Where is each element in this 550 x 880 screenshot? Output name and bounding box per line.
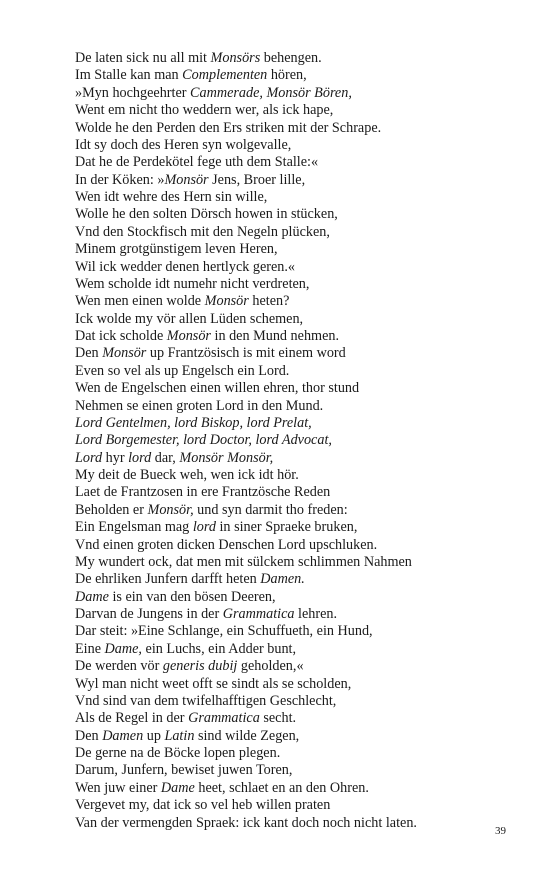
text-segment: Dar steit: »Eine Schlange, ein Schuffueth, ein Hund, (75, 623, 373, 640)
poem-line (75, 537, 535, 554)
text-segment: Wolde he den Perden den Ers striken mit der Schrape. (75, 119, 382, 136)
text-segment: is ein van den bösen Deeren, (108, 588, 276, 605)
text-segment: My deit de Bueck weh, wen ick idt hör. (75, 467, 299, 483)
text-segment: Wen men einen wolde (75, 293, 205, 310)
italic-segment: Complementen (182, 67, 268, 84)
text-segment: Darvan de Jungens in der (75, 606, 223, 622)
italic-segment: Monsör, (147, 501, 194, 518)
text-segment: und syn darmit tho freden: (193, 501, 348, 518)
italic-segment: generis dubij (162, 658, 238, 675)
poem-line (75, 276, 535, 293)
text-segment: Wem scholde idt numehr nicht verdreten, (75, 275, 310, 292)
text-segment: lehren. (294, 606, 338, 622)
text-segment: geholden,« (237, 658, 304, 675)
poem-line (75, 589, 535, 606)
italic-segment: Cammerade, Monsör Bören, (190, 84, 352, 101)
text-segment: Den (75, 727, 103, 744)
poem-line (75, 467, 535, 484)
text-segment: Eine (75, 640, 105, 657)
text-segment: ein Luchs, ein Adder bunt, (141, 640, 297, 657)
poem-line (75, 606, 535, 623)
poem-line (75, 641, 535, 658)
italic-segment: Latin (164, 727, 195, 744)
text-segment: De laten sick nu all mit (75, 50, 211, 66)
text-segment: My wundert ock, dat men mit sülckem schlimmen Nahmen (75, 553, 412, 570)
poem-line (75, 189, 535, 206)
text-segment: Als de Regel in der (75, 710, 189, 727)
text-segment: behengen. (260, 50, 322, 66)
poem-line (75, 484, 535, 501)
text-segment: De werden vör (75, 658, 163, 675)
text-segment: De gerne na de Böcke lopen plegen. (75, 745, 281, 761)
italic-segment: Damen (102, 727, 144, 744)
poem-line (75, 380, 535, 397)
italic-segment: lord (192, 519, 216, 536)
poem-line (75, 293, 535, 310)
poem-line (75, 780, 535, 797)
poem-line (75, 67, 535, 84)
poem-line (75, 658, 535, 675)
poem-text (75, 50, 535, 832)
text-segment: heten? (248, 293, 290, 310)
italic-segment: Monsör (164, 171, 209, 188)
poem-line (75, 728, 535, 745)
text-segment: hyr (102, 449, 129, 466)
poem-line (75, 311, 535, 328)
text-segment: secht. (259, 710, 297, 727)
italic-segment: Monsör (102, 345, 147, 362)
text-segment: hören, (267, 67, 307, 84)
text-segment: Im Stalle kan man (75, 67, 183, 84)
text-segment: Wyl man nicht weet offt se sindt als se scholden, (75, 675, 352, 692)
poem-line (75, 676, 535, 693)
poem-line (75, 259, 535, 276)
text-segment: Den (75, 345, 103, 362)
poem-line (75, 50, 535, 67)
text-segment: in den Mund nehmen. (210, 328, 340, 344)
poem-line (75, 623, 535, 640)
text-segment: Ick wolde my vör allen Lüden schemen, (75, 310, 304, 327)
poem-line (75, 502, 535, 519)
italic-segment: Grammatica (222, 606, 295, 622)
italic-segment: Lord Gentelmen, lord Biskop, lord Prelat, (75, 414, 312, 431)
poem-line (75, 398, 535, 415)
text-segment: Nehmen se einen groten Lord in den Mund. (75, 397, 324, 414)
poem-line (75, 345, 535, 362)
italic-segment: Monsör (166, 328, 211, 344)
text-segment: Ein Engelsman mag (75, 519, 193, 536)
text-segment: Vnd sind van dem twifelhafftigen Geschlecht, (75, 692, 337, 709)
text-segment: heet, schlaet en an den Ohren. (194, 779, 369, 796)
poem-line (75, 762, 535, 779)
text-segment: Wen de Engelschen einen willen ehren, thor stund (75, 380, 360, 397)
italic-segment: Dame, (104, 640, 142, 657)
poem-line (75, 693, 535, 710)
text-segment: Darum, Junfern, bewiset juwen Toren, (75, 762, 293, 779)
text-segment: »Myn hochgeehrter (75, 84, 191, 101)
text-segment: Jens, Broer lille, (208, 171, 306, 188)
italic-segment: Lord (75, 449, 103, 466)
poem-line (75, 328, 535, 345)
poem-line (75, 554, 535, 571)
italic-segment: lord (128, 449, 152, 466)
text-segment: up Frantzösisch is mit einem word (146, 345, 346, 362)
poem-line (75, 154, 535, 171)
text-segment: sind wilde Zegen, (194, 727, 300, 744)
text-segment: Went em nicht tho weddern wer, als ick hape, (75, 102, 334, 119)
poem-line (75, 797, 535, 814)
text-segment: Wil ick wedder denen hertlyck geren.« (75, 258, 296, 275)
poem-line (75, 745, 535, 762)
italic-segment: Monsör Monsör, (179, 449, 274, 466)
text-segment: up (143, 727, 165, 744)
italic-segment: Lord Borgemester, lord Doctor, lord Advocat, (75, 432, 332, 449)
text-segment: in siner Spraeke bruken, (215, 519, 358, 536)
italic-segment: Monsör (204, 293, 249, 310)
text-segment: Wen idt wehre des Hern sin wille, (75, 189, 268, 205)
italic-segment: Damen. (260, 571, 305, 588)
poem-line (75, 450, 535, 467)
poem-line (75, 120, 535, 137)
poem-line (75, 571, 535, 588)
text-segment: Idt sy doch des Heren syn wolgevalle, (75, 136, 292, 153)
text-segment: In der Köken: » (75, 171, 165, 188)
poem-line (75, 415, 535, 432)
text-segment: Dat he de Perdekötel fege uth dem Stalle:« (75, 154, 319, 171)
text-segment: Beholden er (75, 501, 148, 518)
italic-segment: Monsörs (210, 50, 261, 66)
italic-segment: Dame (75, 588, 109, 605)
text-segment: Even so vel als up Engelsch ein Lord. (75, 362, 290, 379)
poem-line (75, 172, 535, 189)
poem-line (75, 432, 535, 449)
italic-segment: Dame (160, 779, 195, 796)
text-segment: Vergevet my, dat ick so vel heb willen praten (75, 797, 331, 814)
text-segment: Van der vermengden Spraek: ick kant doch noch nicht laten. (75, 814, 417, 831)
poem-line (75, 241, 535, 258)
text-segment: Minem grotgünstigem leven Heren, (75, 241, 278, 258)
text-segment: Dat ick scholde (75, 328, 167, 344)
text-segment: De ehrliken Junfern darfft heten (75, 571, 261, 588)
poem-line (75, 815, 535, 832)
poem-line (75, 224, 535, 241)
poem-line (75, 710, 535, 727)
italic-segment: Grammatica (188, 710, 260, 727)
text-segment: dar, (151, 449, 180, 466)
poem-line (75, 363, 535, 380)
text-segment: Vnd den Stockfisch mit den Negeln plücken, (75, 223, 330, 240)
text-segment: Vnd einen groten dicken Denschen Lord upschluken. (75, 536, 378, 553)
poem-line (75, 519, 535, 536)
text-segment: Wolle he den solten Dörsch howen in stücken, (75, 206, 338, 223)
poem-line (75, 206, 535, 223)
page-number: 39 (495, 825, 506, 837)
text-segment: Wen juw einer (75, 779, 161, 796)
poem-line (75, 102, 535, 119)
text-segment: Laet de Frantzosen in ere Frantzösche Reden (75, 484, 331, 501)
poem-line (75, 137, 535, 154)
poem-line (75, 85, 535, 102)
